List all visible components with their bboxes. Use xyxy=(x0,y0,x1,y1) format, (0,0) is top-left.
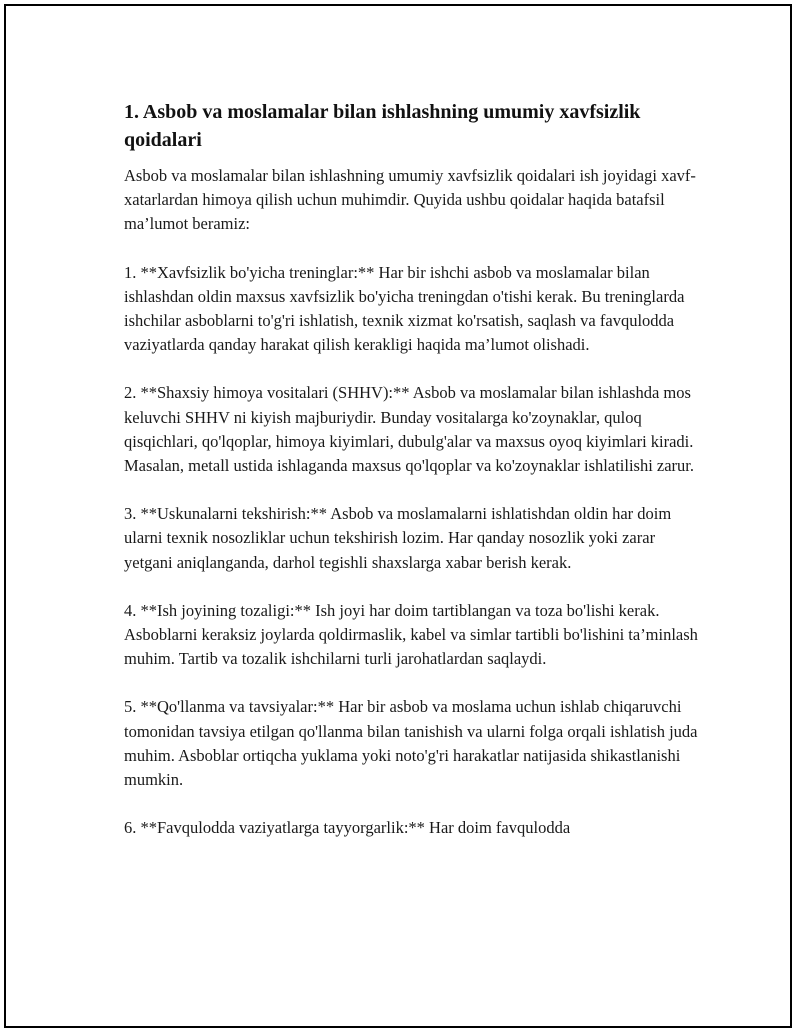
intro-paragraph: Asbob va moslamalar bilan ishlashning umumiy xavfsizlik qoidalari ish joyidagi xavf-xatarlardan himoya qilish uchun muhimdir. Quyida ushbu qoidalar haqida batafsil ma’lumot beramiz: xyxy=(124,166,696,234)
page-frame xyxy=(4,4,792,1028)
rule-paragraph-1: 1. **Xavfsizlik bo'yicha treninglar:** Har bir ishchi asbob va moslamalar bilan ishlashdan oldin maxsus xavfsizlik bo'yicha treningdan o'tishi kerak. Bu treninglarda ishchilar asboblarni to'g'ri ishlatish, texnik xizmat ko'rsatish, saqlash va favqulodda vaziyatlarda qanday harakat qilish kerakligi haqida ma’lumot olishadi. xyxy=(124,262,685,355)
rule-paragraph-4: 4. **Ish joyining tozaligi:** Ish joyi har doim tartiblangan va toza bo'lishi kerak. Asboblarni keraksiz joylarda qoldirmaslik, kabel va simlar tartibli bo'lishini ta’minlash muhim. Tartib va tozalik ishchilarni turli jarohatlardan saqlaydi. xyxy=(124,600,698,669)
rule-paragraph-3: 3. **Uskunalarni tekshirish:** Asbob va moslamalarni ishlatishdan oldin har doim ularni texnik nosozliklar uchun tekshirish lozim. Har qanday nosozlik yoki zarar yetgani aniqlanganda, darhol tegishli shaxslarga xabar berish kerak. xyxy=(124,504,672,572)
document-body xyxy=(124,98,704,864)
rule-paragraph-5: 5. **Qo'llanma va tavsiyalar:** Har bir asbob va moslama uchun ishlab chiqaruvchi tomonidan tavsiya etilgan qo'llanma bilan tanishish va ularni folga orqali ishlatish juda muhim. Asboblar ortiqcha yuklama yoki noto'g'ri harakatlar natijasida shikastlanishi mumkin. xyxy=(124,697,698,790)
document-title: 1. Asbob va moslamalar bilan ishlashning umumiy xavfsizlik qoidalari xyxy=(124,101,641,151)
rule-paragraph-6: 6. **Favqulodda vaziyatlarga tayyorgarlik:** Har doim favqulodda xyxy=(124,818,571,838)
rule-paragraph-2: 2. **Shaxsiy himoya vositalari (SHHV):** Asbob va moslamalar bilan ishlashda mos keluvchi SHHV ni kiyish majburiydir. Bunday vositalarga ko'zoynaklar, quloq qisqichlari, qo'lqoplar, himoya kiyimlari, dubulg'alar va maxsus oyoq kiyimlari kiradi. Masalan, metall ustida ishlaganda maxsus qo'lqoplar va ko'zoynaklar ishlatilishi zarur. xyxy=(124,383,695,476)
